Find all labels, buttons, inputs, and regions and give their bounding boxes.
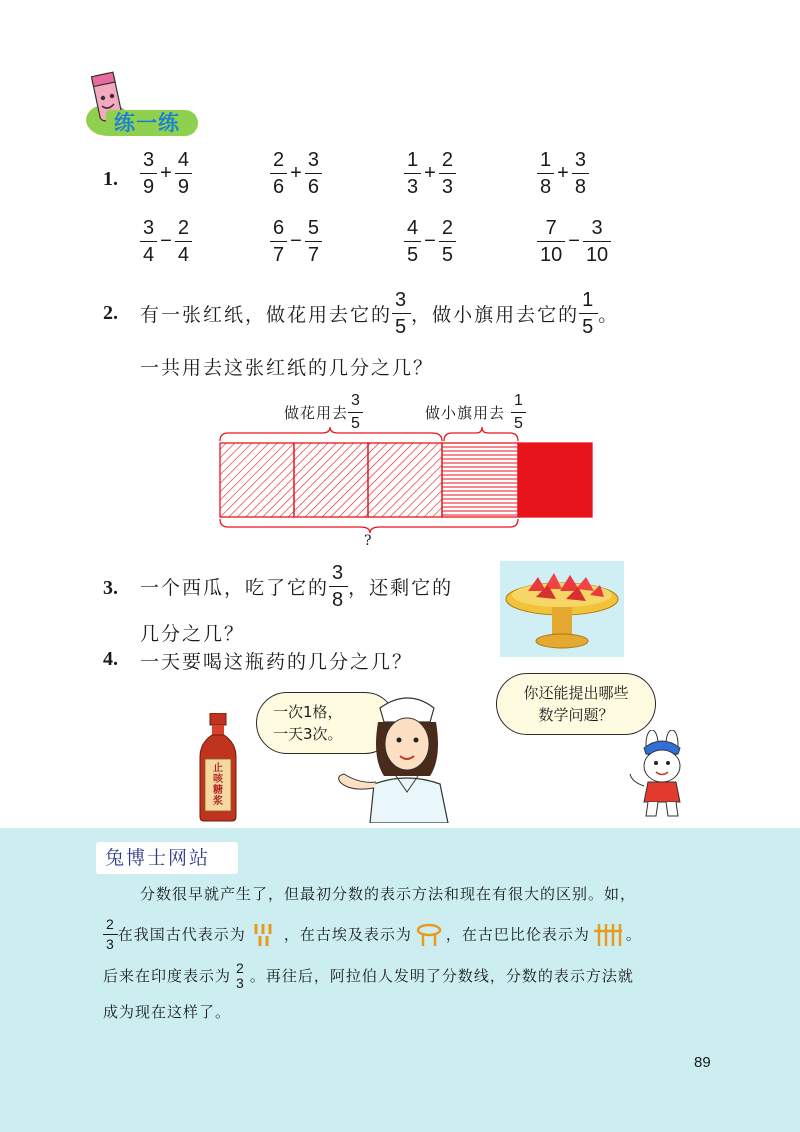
fraction: $\frac{2}{3}$ xyxy=(439,150,456,197)
operator: + xyxy=(424,162,436,184)
q3-line2: 几分之几？ xyxy=(140,623,246,645)
fraction: $\frac{3}{4}$ xyxy=(140,218,157,265)
site-paragraph-line2: $\frac{2}{3}$ 在我国古代表示为 ，在古埃及表示为 ，在古巴比伦表示为 。 xyxy=(103,918,642,951)
chinese-rod-numeral-icon xyxy=(250,922,280,948)
q1-exercise xyxy=(140,218,192,265)
nurse-character-image xyxy=(330,688,480,823)
rabbit-doctor-image xyxy=(622,730,702,820)
operator: + xyxy=(557,162,569,184)
operator: − xyxy=(290,230,302,252)
bar-part-flower-1 xyxy=(220,443,294,517)
fraction: $\frac{1}{8}$ xyxy=(537,150,554,197)
fraction: $\frac{3}{8}$ xyxy=(572,150,589,197)
q2-text-c: 。 xyxy=(598,304,620,326)
babylonian-fraction-icon xyxy=(592,922,624,948)
fraction: $\frac{2}{4}$ xyxy=(175,218,192,265)
site-title: 兔博士网站 xyxy=(105,847,211,869)
practice-title: 练一练 xyxy=(114,111,180,135)
fraction: $\frac{4}{5}$ xyxy=(404,218,421,265)
q2-line2: 一共用去这张红纸的几分之几？ xyxy=(140,357,435,379)
q1-exercise xyxy=(537,218,611,265)
fraction: $\frac{3}{10}$ xyxy=(583,218,611,265)
fraction: $\frac{1}{3}$ xyxy=(404,150,421,197)
q4-number: 4. xyxy=(103,648,118,670)
fraction: $\frac{3}{9}$ xyxy=(140,150,157,197)
bar-part-remaining xyxy=(518,443,592,517)
q2-number: 2. xyxy=(103,302,118,324)
site-paragraph-line4: 成为现在这样了。 xyxy=(103,1003,232,1021)
q1-exercise xyxy=(537,150,589,197)
q2-text-a: 有一张红纸，做花用去它的 xyxy=(140,304,393,326)
bar-part-flower-3 xyxy=(368,443,442,517)
q3-frac: $\frac{3}{8}$ xyxy=(329,563,348,610)
brace-top-flower xyxy=(220,427,442,441)
bar-part-flower-2 xyxy=(294,443,368,517)
q2-label-flower: 做花用去 $\frac{3}{5}$ xyxy=(284,393,363,432)
fraction: $\frac{3}{6}$ xyxy=(305,150,322,197)
egyptian-fraction-icon xyxy=(414,922,444,948)
fraction: $\frac{7}{10}$ xyxy=(537,218,565,265)
operator: − xyxy=(568,230,580,252)
watermelon-plate-image xyxy=(500,561,624,657)
operator: + xyxy=(290,162,302,184)
q3-line1: 一个西瓜，吃了它的 $\frac{3}{8}$ ，还剩它的 xyxy=(140,562,454,611)
site-paragraph-line3: 后来在印度表示为 2 3 。再往后，阿拉伯人发明了分数线，分数的表示方法就 xyxy=(103,960,634,991)
q4-text: 一天要喝这瓶药的几分之几？ xyxy=(140,651,414,673)
fraction: $\frac{4}{9}$ xyxy=(175,150,192,197)
q2-bar-diagram xyxy=(210,425,610,535)
bottle-label: 止 咳 糖 浆 xyxy=(213,763,223,807)
operator: − xyxy=(160,230,172,252)
bar-part-flag xyxy=(442,443,518,517)
site-paragraph-line1: 分数很早就产生了，但最初分数的表示方法和现在有很大的区别。如， xyxy=(140,885,637,903)
q2-frac-flag: $\frac{1}{5}$ xyxy=(579,290,598,337)
operator: − xyxy=(424,230,436,252)
operator: + xyxy=(160,162,172,184)
q1-exercise xyxy=(270,150,322,197)
page-number: 89 xyxy=(694,1054,711,1071)
q2-frac-flower: $\frac{3}{5}$ xyxy=(392,290,411,337)
fraction: $\frac{2}{6}$ xyxy=(270,150,287,197)
q2-label-flag: 做小旗用去 $\frac{1}{5}$ xyxy=(425,393,526,432)
q1-exercise xyxy=(404,218,456,265)
brace-bottom xyxy=(220,519,518,533)
q1-exercise xyxy=(140,150,192,197)
q1-number: 1. xyxy=(103,168,118,190)
q1-exercise xyxy=(404,150,456,197)
q2-text-b: ，做小旗用去它的 xyxy=(411,304,580,326)
site-frac-2-3: $\frac{2}{3}$ xyxy=(103,918,118,951)
practice-header xyxy=(78,68,208,140)
fraction: $\frac{6}{7}$ xyxy=(270,218,287,265)
q3-number: 3. xyxy=(103,577,118,599)
fraction: $\frac{2}{5}$ xyxy=(439,218,456,265)
site-indian-frac: 2 3 xyxy=(236,960,245,991)
nurse-speech-bubble: 一次1格， 一天3次。 xyxy=(256,692,396,754)
q2-line1 xyxy=(140,290,619,337)
fraction: $\frac{5}{7}$ xyxy=(305,218,322,265)
brace-top-flag xyxy=(444,427,518,441)
rabbit-speech-bubble: 你还能提出哪些 数学问题？ xyxy=(496,673,656,735)
q2-question-mark: ? xyxy=(364,533,372,549)
q1-exercise xyxy=(270,218,322,265)
